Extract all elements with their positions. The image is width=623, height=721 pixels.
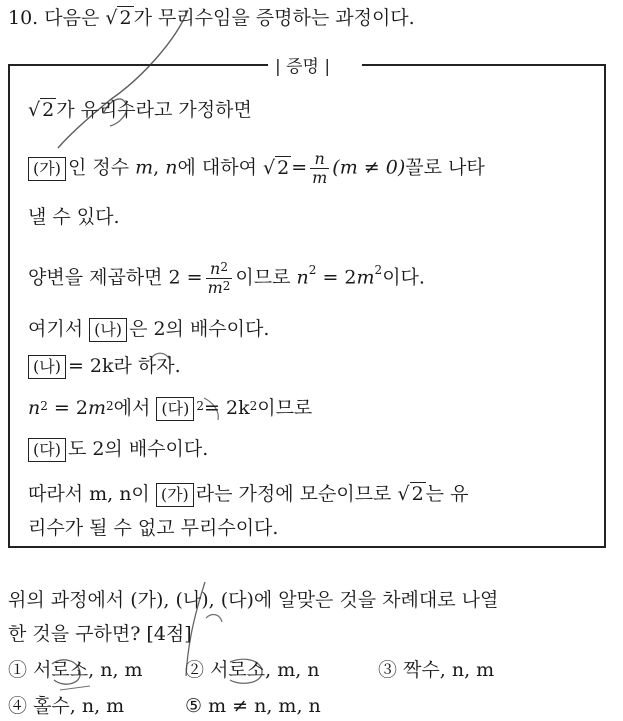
prompt-line-2: 한 것을 구하면? [4점] (8, 623, 192, 645)
proof-line-10: 리수가 될 수 없고 무리수이다. (28, 517, 279, 539)
sqrt-two: √ 2 (397, 483, 424, 505)
proof-title: | 증명 | (275, 57, 331, 77)
proof-line-7: $n^2 = 2m^2$에서 (다) $^2= 2k^2$이므로 (28, 397, 313, 419)
blank-ga: (가) (28, 157, 66, 181)
blank-na: (나) (28, 355, 66, 379)
proof-line-1: √ 2 가 유리수라고 가정하면 (28, 99, 252, 121)
fraction-n2-over-m2: $\frac{n^2}{m^2}$ (207, 259, 231, 297)
sqrt-two: √ 2 (105, 7, 132, 29)
sqrt-two: √ 2 (28, 99, 55, 121)
question-text-after: 가 무리수임을 증명하는 과정이다. (133, 7, 415, 29)
choice-3[interactable]: ③ 짝수, n, m (378, 659, 495, 681)
proof-line-2: (가) 인 정수 m, n에 대하여 √ 2 = $\frac{n}{m}$ (m ≠ 0)꼴로 나타 (28, 150, 485, 187)
proof-box (8, 64, 606, 548)
proof-line-6: (나) = 2k라 하자. (28, 354, 181, 379)
choice-2[interactable]: ② 서로소, m, n (185, 659, 320, 681)
blank-da: (다) (156, 397, 194, 421)
proof-line-8: (다) 도 2의 배수이다. (28, 437, 208, 462)
blank-ga: (가) (156, 483, 194, 507)
question-number: 10. (8, 7, 39, 29)
sqrt-two: √ 2 (263, 156, 290, 179)
proof-line-5: 여기서 (나) 은 2의 배수이다. (28, 318, 270, 340)
blank-da: (다) (28, 438, 66, 462)
fraction-n-over-m: $\frac{n}{m}$ (312, 149, 328, 187)
proof-line-4: 양변을 제곱하면 2 = $\frac{n^2}{m^2}$ 이므로 $n^2 = 2m^2$이다. (28, 259, 425, 297)
question-text-before: 다음은 (44, 7, 100, 29)
choice-4[interactable]: ④ 홀수, n, m (8, 695, 125, 717)
blank-na: (나) (89, 318, 127, 342)
question-line (8, 6, 415, 30)
proof-line-9: 따라서 m, n이 (가) 라는 가정에 모순이므로 √ 2 는 유 (28, 483, 469, 505)
choice-1[interactable]: ① 서로소, n, m (8, 659, 143, 681)
choice-5[interactable]: ⑤ m ≠ n, m, n (185, 695, 321, 717)
prompt-line-1: 위의 과정에서 (가), (나), (다)에 알맞은 것을 차례대로 나열 (8, 589, 499, 611)
proof-line-3: 낼 수 있다. (28, 206, 120, 228)
